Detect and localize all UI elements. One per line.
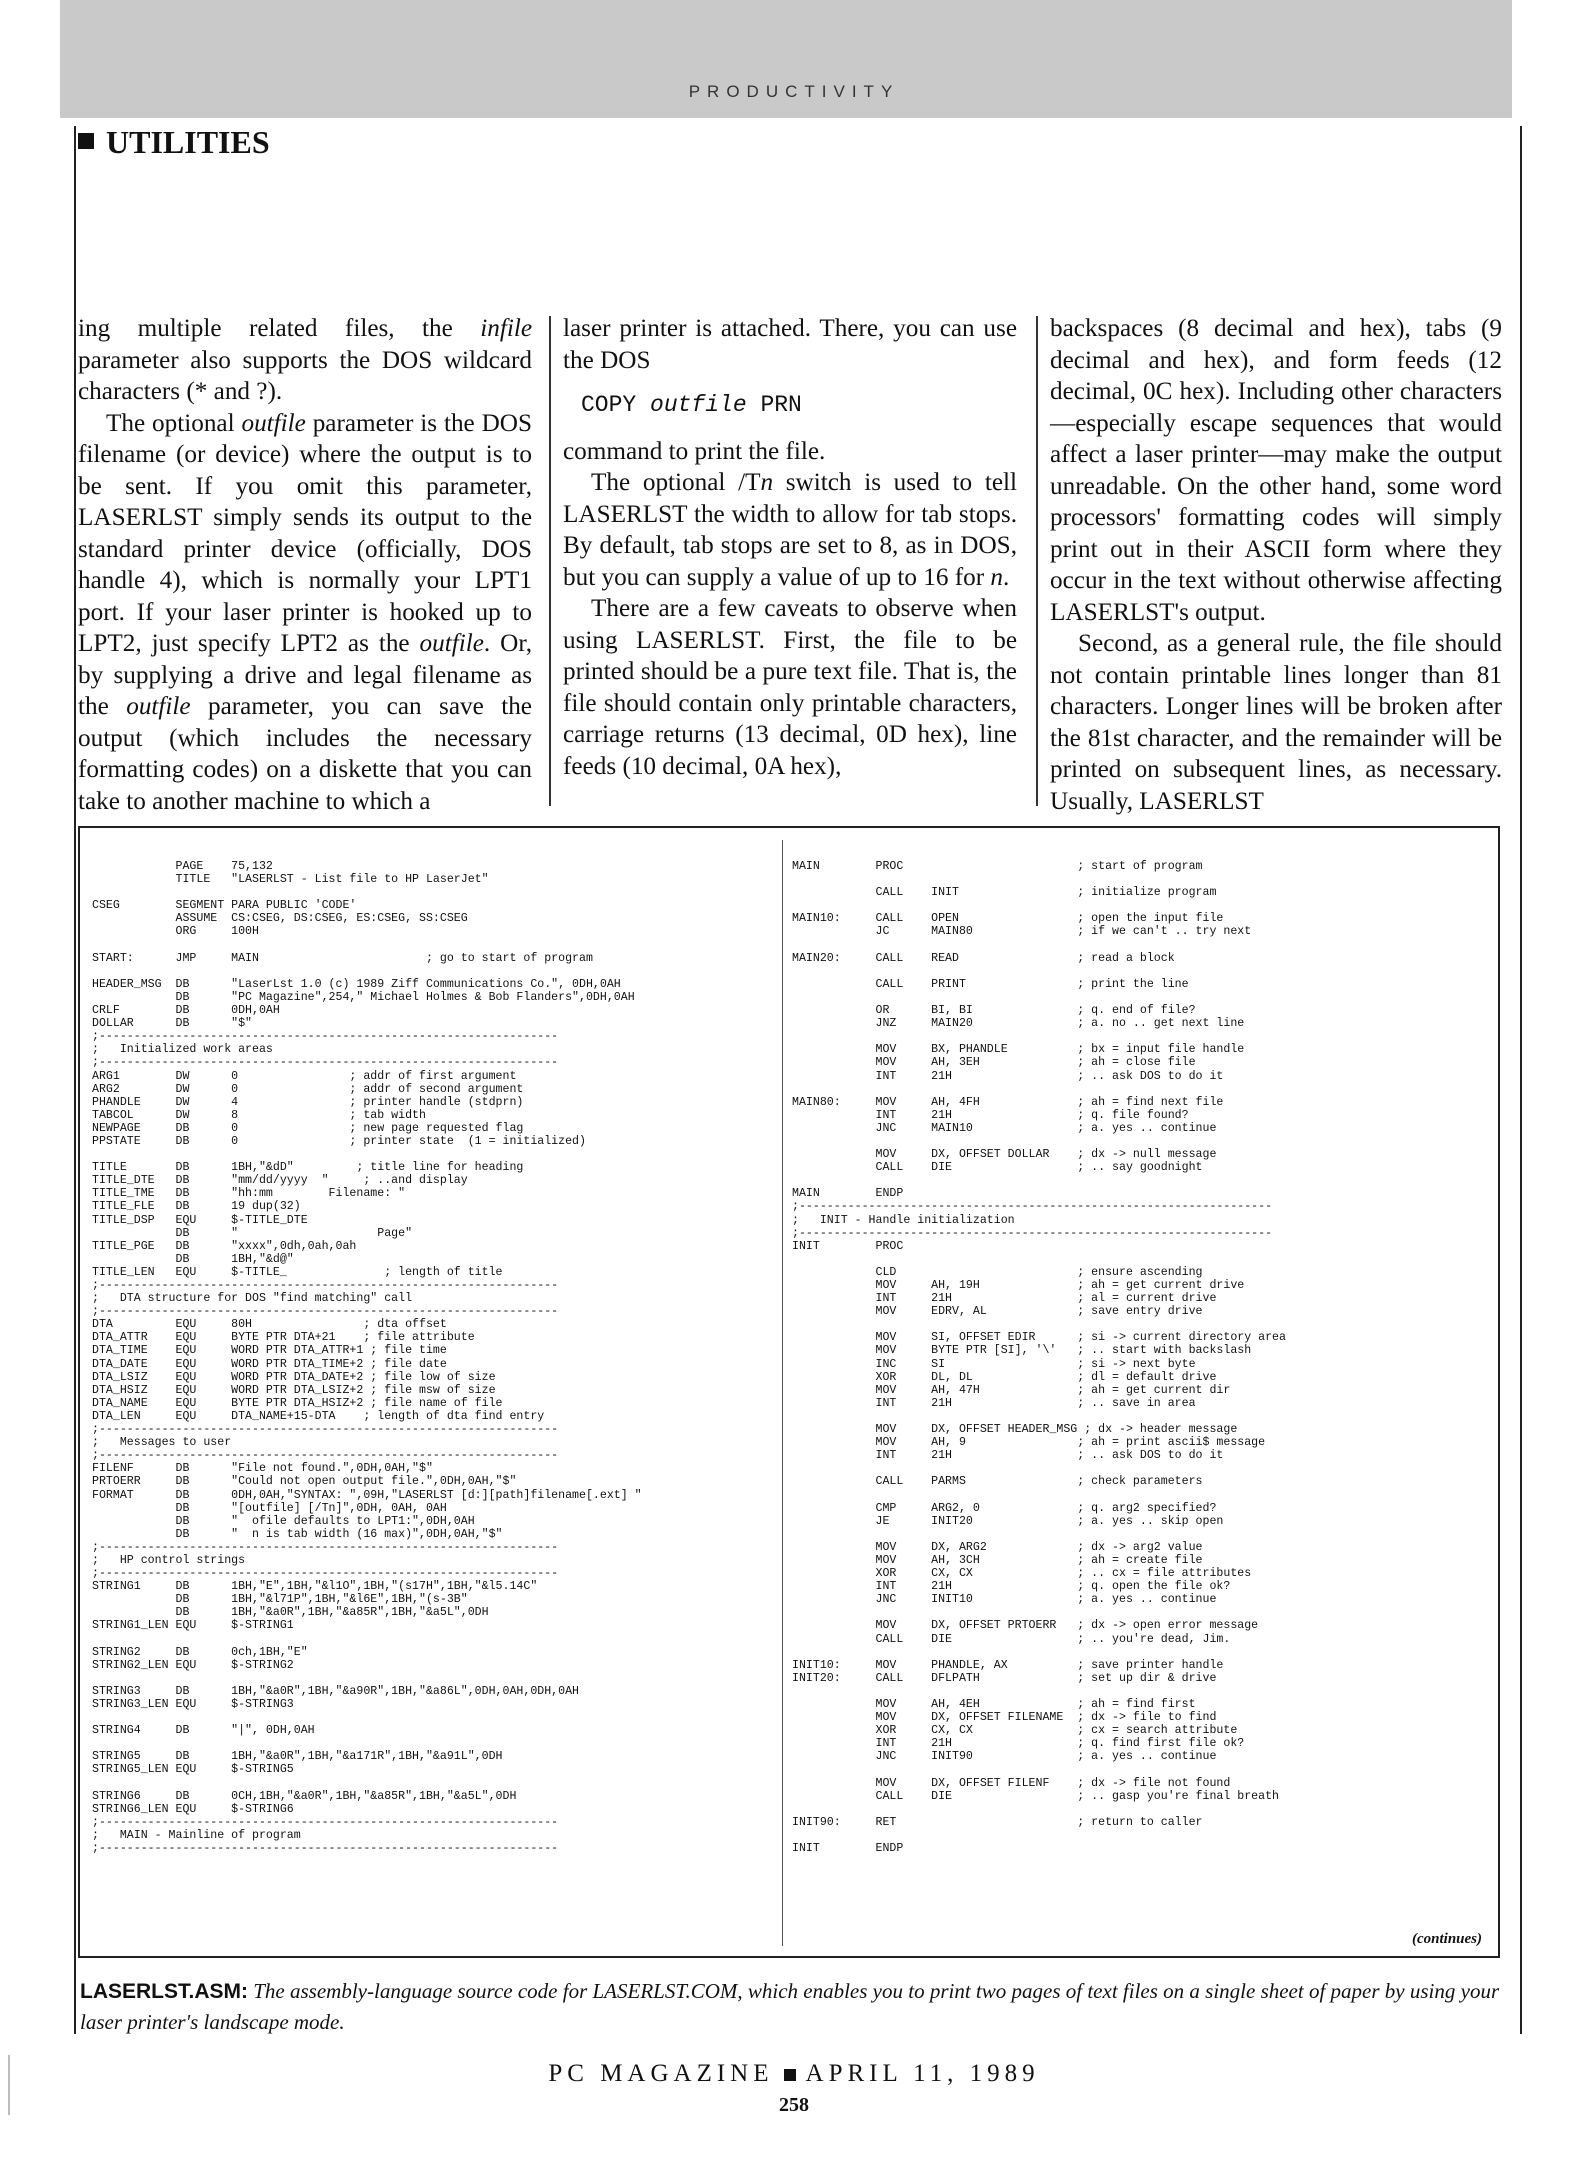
code-line: ; HP control strings — [92, 1553, 246, 1567]
code-line — [792, 965, 1494, 978]
code-line: INIT90: RET ; return to caller — [792, 1815, 1203, 1829]
code-line: TITLE_FLE DB 19 dup(32) — [92, 1200, 301, 1214]
code-line: CALL DIE ; .. say goodnight — [792, 1161, 1203, 1175]
listing-left-column — [92, 860, 780, 1855]
continues-note: (continues) — [1411, 1931, 1482, 1947]
code-line: CALL DIE ; .. gasp you're final breath — [792, 1789, 1280, 1803]
column-divider — [1036, 316, 1038, 806]
footer-square-icon — [784, 2069, 796, 2081]
code-line: PRTOERR DB "Could not open output file.",0DH,0AH,"$" — [92, 1475, 517, 1489]
code-line: MAIN20: CALL READ ; read a block — [792, 951, 1175, 965]
code-line: DTA_ATTR EQU BYTE PTR DTA+21 ; file attribute — [92, 1331, 475, 1345]
department-label: UTILITIES — [106, 124, 270, 160]
code-line — [792, 1685, 1494, 1698]
code-line: TITLE "LASERLST - List file to HP LaserJet" — [92, 873, 489, 887]
code-line: XOR CX, CX ; cx = search attribute — [792, 1724, 1238, 1738]
code-line: CALL PARMS ; check parameters — [792, 1475, 1203, 1489]
code-line: NEWPAGE DB 0 ; new page requested flag — [92, 1121, 524, 1135]
code-line: STRING2 DB 0ch,1BH,"E" — [92, 1645, 308, 1659]
code-line: PAGE 75,132 — [92, 860, 273, 873]
code-line: MOV DX, ARG2 ; dx -> arg2 value — [792, 1540, 1203, 1554]
code-line: STRING1 DB 1BH,"E",1BH,"&l1O",1BH,"(s17H",1BH,"&l5.14C" — [92, 1580, 538, 1594]
code-line: DB 1BH,"&a0R",1BH,"&a85R",1BH,"&a5L",0DH — [92, 1606, 489, 1620]
code-line: INT 21H ; q. find first file ok? — [792, 1737, 1245, 1751]
code-line: TITLE_TME DB "hh:mm Filename: " — [92, 1187, 406, 1201]
code-line — [92, 939, 780, 952]
paragraph: command to print the file. — [563, 437, 826, 465]
code-line: DB " ofile defaults to LPT1:",0DH,0AH — [92, 1514, 475, 1528]
code-line: DTA_LSIZ EQU WORD PTR DTA_DATE+2 ; file low of size — [92, 1370, 496, 1384]
code-line: ;------------------------------------------------------------------ — [92, 1030, 559, 1044]
code-line: MOV BYTE PTR [SI], '\' ; .. start with backslash — [792, 1344, 1252, 1358]
code-line — [792, 1253, 1494, 1266]
magazine-name: PC MAGAZINE — [548, 2060, 774, 2087]
code-line: JNC INIT90 ; a. yes .. continue — [792, 1750, 1217, 1764]
left-rule — [74, 126, 76, 2034]
paragraph: There are a few caveats to observe when using LASERLST. First, the file to be printed should be a pure text file. That is, the file should contain only printable characters, carriage returns (13 decimal, 0D hex), line feeds (10 decimal, 0A hex), — [563, 595, 1017, 780]
body-column-2 — [563, 313, 1017, 782]
code-line: START: JMP MAIN ; go to start of program — [92, 951, 593, 965]
code-line: MOV DX, OFFSET FILENF ; dx -> file not found — [792, 1776, 1231, 1790]
code-line — [92, 965, 780, 978]
code-line: STRING3_LEN EQU $-STRING3 — [92, 1698, 294, 1711]
code-line: DOLLAR DB "$" — [92, 1017, 253, 1031]
page-number: 258 — [779, 2094, 809, 2116]
code-line: JC MAIN80 ; if we can't .. try next — [792, 925, 1252, 939]
code-line: ;------------------------------------------------------------------ — [92, 1540, 559, 1554]
code-line: STRING3 DB 1BH,"&a0R",1BH,"&a90R",1BH,"&a86L",0DH,0AH,0DH,0AH — [92, 1684, 580, 1698]
code-line: MAIN80: MOV AH, 4FH ; ah = find next file — [792, 1095, 1224, 1109]
code-line: CRLF DB 0DH,0AH — [92, 1004, 280, 1018]
code-line — [792, 1803, 1494, 1816]
department-heading — [78, 124, 270, 161]
code-line: TITLE_PGE DB "xxxx",0dh,0ah,0ah — [92, 1239, 357, 1253]
code-line: ; Initialized work areas — [92, 1043, 273, 1057]
code-line: DTA_HSIZ EQU WORD PTR DTA_LSIZ+2 ; file msw of size — [92, 1383, 496, 1397]
code-line — [792, 1030, 1494, 1043]
code-line: PHANDLE DW 4 ; printer handle (stdprn) — [92, 1095, 524, 1109]
body-column-3 — [1050, 313, 1502, 817]
code-line: INT 21H ; .. save in area — [792, 1396, 1196, 1410]
code-line: INC SI ; si -> next byte — [792, 1357, 1196, 1371]
code-line — [92, 1672, 780, 1685]
code-line: DTA_DATE EQU WORD PTR DTA_TIME+2 ; file date — [92, 1357, 447, 1371]
code-line: MOV DX, OFFSET PRTOERR ; dx -> open error message — [792, 1619, 1259, 1633]
code-line: DB 1BH,"&d@" — [92, 1252, 294, 1266]
listing-divider — [782, 840, 783, 1946]
code-line: MOV AH, 3EH ; ah = close file — [792, 1056, 1196, 1070]
code-line — [792, 1829, 1494, 1842]
paragraph: Second, as a general rule, the file should not contain printable lines longer than 81 characters. Longer lines will be broken after the 81st character, and the remainder will be printed on subsequent lines, as necessary. Usually, LASERLST — [1050, 630, 1502, 815]
code-line: MOV AH, 9 ; ah = print ascii$ message — [792, 1436, 1266, 1450]
listing-caption — [80, 1976, 1500, 2038]
paragraph: The optional outfile parameter is the DOS filename (or device) where the output is to be sent. If you omit this parameter, LASERLST simply sends its output to the standard printer device (officially, DOS handle 4), which is normally your LPT1 port. If your laser printer is hooked up to LPT2, just specify LPT2 as the outfile. Or, by supplying a drive and legal filename as the outfile parameter, you can save the output (which includes the necessary formatting codes) on a diskette that you can take to another machine to which a — [78, 409, 533, 815]
code-line: MOV AH, 4EH ; ah = find first — [792, 1698, 1196, 1711]
code-line: ;-------------------------------------------------------------------- — [792, 1226, 1273, 1240]
dos-command: COPY outfile PRN — [581, 392, 802, 418]
code-line: DB "PC Magazine",254," Michael Holmes & Bob Flanders",0DH,0AH — [92, 990, 635, 1004]
code-line: STRING6_LEN EQU $-STRING6 — [92, 1802, 294, 1816]
code-line: STRING6 DB 0CH,1BH,"&a0R",1BH,"&a85R",1BH,"&a5L",0DH — [92, 1789, 517, 1803]
code-line: TITLE_DSP EQU $-TITLE_DTE — [92, 1213, 308, 1227]
code-line: CALL INIT ; initialize program — [792, 886, 1217, 900]
code-line: MOV SI, OFFSET EDIR ; si -> current directory area — [792, 1331, 1286, 1345]
code-line: MOV AH, 19H ; ah = get current drive — [792, 1279, 1245, 1292]
code-line — [792, 1083, 1494, 1096]
code-line: DTA_NAME EQU BYTE PTR DTA_HSIZ+2 ; file name of file — [92, 1396, 503, 1410]
section-label: PRODUCTIVITY — [688, 82, 900, 101]
code-line — [792, 1489, 1494, 1502]
paragraph: ing multiple related files, the infile parameter also supports the DOS wildcard characters (* and ?). — [78, 315, 532, 405]
code-line: ;------------------------------------------------------------------ — [92, 1449, 559, 1463]
code-line: CSEG SEGMENT PARA PUBLIC 'CODE' — [92, 899, 357, 913]
code-line: DB " n is tab width (16 max)",0DH,0AH,"$" — [92, 1527, 503, 1541]
code-line: DB " Page" — [92, 1226, 413, 1240]
code-line — [92, 886, 780, 899]
code-line: ARG1 DW 0 ; addr of first argument — [92, 1069, 517, 1083]
code-line: MOV DX, OFFSET DOLLAR ; dx -> null message — [792, 1148, 1217, 1162]
code-line: XOR DL, DL ; dl = default drive — [792, 1370, 1217, 1384]
code-line — [792, 1528, 1494, 1541]
code-line: TITLE_DTE DB "mm/dd/yyyy " ; ..and display — [92, 1174, 468, 1188]
code-line: DB "[outfile] [/Tn]",0DH, 0AH, 0AH — [92, 1501, 447, 1515]
code-line — [92, 1737, 780, 1750]
code-line: CALL DIE ; .. you're dead, Jim. — [792, 1632, 1231, 1646]
code-line: ; Messages to user — [92, 1436, 232, 1450]
code-line: ;------------------------------------------------------------------ — [92, 1279, 559, 1292]
code-line — [792, 1410, 1494, 1423]
code-line: INT 21H ; q. open the file ok? — [792, 1580, 1231, 1594]
code-line: ; DTA structure for DOS "find matching" call — [92, 1292, 413, 1306]
code-line: ;------------------------------------------------------------------ — [92, 1842, 559, 1856]
code-line: STRING5_LEN EQU $-STRING5 — [92, 1763, 294, 1777]
code-line: ARG2 DW 0 ; addr of second argument — [92, 1082, 524, 1096]
paragraph: The optional /Tn switch is used to tell LASERLST the width to allow for tab stops. By default, tab stops are set to 8, as in DOS, but you can supply a value of up to 16 for n. — [563, 469, 1017, 591]
code-line: ; MAIN - Mainline of program — [92, 1828, 301, 1842]
code-line: STRING1_LEN EQU $-STRING1 — [92, 1619, 294, 1633]
code-line: PPSTATE DB 0 ; printer state (1 = initialized) — [92, 1134, 586, 1148]
code-line: FORMAT DB 0DH,0AH,"SYNTAX: ",09H,"LASERLST [d:][path]filename[.ext] " — [92, 1488, 642, 1502]
code-line: ASSUME CS:CSEG, DS:CSEG, ES:CSEG, SS:CSEG — [92, 912, 468, 926]
code-line: MOV DX, OFFSET HEADER_MSG ; dx -> header message — [792, 1423, 1238, 1437]
caption-text: The assembly-language source code for LASERLST.COM, which enables you to print two pages of text files on a single sheet of paper by using your laser printer's landscape mode. — [80, 1979, 1500, 2034]
code-line — [792, 991, 1494, 1004]
page-footer — [0, 2060, 1588, 2088]
code-line: ; INIT - Handle initialization — [792, 1213, 1015, 1227]
code-line: JNC INIT10 ; a. yes .. continue — [792, 1593, 1217, 1607]
code-line: ;------------------------------------------------------------------ — [92, 1305, 559, 1319]
code-line — [792, 899, 1494, 912]
code-line: ;------------------------------------------------------------------ — [92, 1056, 559, 1070]
code-line: CALL PRINT ; print the line — [792, 977, 1189, 991]
code-line — [792, 939, 1494, 952]
caption-title: LASERLST.ASM: — [80, 1980, 248, 2003]
code-line: INT 21H ; .. ask DOS to do it — [792, 1069, 1224, 1083]
code-line — [92, 1777, 780, 1790]
code-line: FILENF DB "File not found.",0DH,0AH,"$" — [92, 1462, 433, 1476]
code-line: DTA_TIME EQU WORD PTR DTA_ATTR+1 ; file time — [92, 1344, 447, 1358]
code-line: MOV EDRV, AL ; save entry drive — [792, 1305, 1203, 1319]
code-line: JE INIT20 ; a. yes .. skip open — [792, 1514, 1224, 1528]
paragraph: backspaces (8 decimal and hex), tabs (9 decimal and hex), and form feeds (12 decimal, 0C hex). Including other characters—especially escape sequences that would affect a laser printer—may make the output unreadable. On the other hand, some word processors' formatting codes will simply print out in their ASCII form where they occur in the text without otherwise affecting LASERLST's output. — [1050, 315, 1502, 626]
paragraph: laser printer is attached. There, you can use the DOS — [563, 315, 1017, 374]
code-line — [792, 1318, 1494, 1331]
code-line: CLD ; ensure ascending — [792, 1265, 1203, 1279]
issue-date: APRIL 11, 1989 — [805, 2060, 1040, 2087]
code-line: TABCOL DW 8 ; tab width — [92, 1108, 426, 1122]
code-line: ORG 100H — [92, 925, 259, 939]
code-line — [792, 1174, 1494, 1187]
code-line — [792, 1606, 1494, 1619]
code-line: MOV DX, OFFSET FILENAME ; dx -> file to find — [792, 1711, 1217, 1725]
code-line: INIT PROC — [792, 1239, 904, 1253]
code-line — [792, 1135, 1494, 1148]
code-line: INT 21H ; q. file found? — [792, 1108, 1189, 1122]
listing-right-column — [792, 860, 1494, 1855]
code-line — [92, 1633, 780, 1646]
code-line — [792, 873, 1494, 886]
code-line: OR BI, BI ; q. end of file? — [792, 1004, 1196, 1018]
code-line — [792, 1763, 1494, 1776]
code-line: INT 21H ; al = current drive — [792, 1292, 1217, 1306]
code-line: DTA EQU 80H ; dta offset — [92, 1318, 447, 1332]
code-line: CMP ARG2, 0 ; q. arg2 specified? — [792, 1501, 1217, 1515]
code-line — [792, 1646, 1494, 1659]
code-line: MAIN10: CALL OPEN ; open the input file — [792, 912, 1224, 926]
code-line: ;-------------------------------------------------------------------- — [792, 1200, 1273, 1214]
code-line — [92, 1148, 780, 1161]
code-line: DTA_LEN EQU DTA_NAME+15-DTA ; length of dta find entry — [92, 1409, 545, 1423]
code-line: MOV AH, 3CH ; ah = create file — [792, 1553, 1203, 1567]
code-listing — [78, 826, 1500, 1958]
code-line: STRING5 DB 1BH,"&a0R",1BH,"&a171R",1BH,"&a91L",0DH — [92, 1750, 503, 1764]
code-line: INIT ENDP — [792, 1842, 904, 1856]
code-line: STRING4 DB "|", 0DH,0AH — [92, 1724, 315, 1738]
code-line: MAIN PROC ; start of program — [792, 860, 1203, 873]
code-line: INIT10: MOV PHANDLE, AX ; save printer handle — [792, 1658, 1224, 1672]
code-line: INT 21H ; .. ask DOS to do it — [792, 1449, 1224, 1463]
code-line: MAIN ENDP — [792, 1187, 904, 1201]
code-line: TITLE_LEN EQU $-TITLE_ ; length of title — [92, 1265, 503, 1279]
code-line — [792, 1462, 1494, 1475]
code-line: DB 1BH,"&l71P",1BH,"&l6E",1BH,"(s-3B" — [92, 1593, 468, 1607]
code-line: XOR CX, CX ; .. cx = file attributes — [792, 1567, 1252, 1581]
bullet-square-icon — [78, 133, 94, 149]
column-divider — [549, 316, 551, 806]
code-line: JNC MAIN10 ; a. yes .. continue — [792, 1121, 1217, 1135]
code-line: MOV BX, PHANDLE ; bx = input file handle — [792, 1043, 1245, 1057]
body-column-1 — [78, 313, 532, 817]
code-line: ;------------------------------------------------------------------ — [92, 1567, 559, 1581]
code-line: MOV AH, 47H ; ah = get current dir — [792, 1383, 1231, 1397]
code-line: INIT20: CALL DFLPATH ; set up dir & drive — [792, 1671, 1217, 1685]
code-line — [92, 1711, 780, 1724]
code-line: JNZ MAIN20 ; a. no .. get next line — [792, 1017, 1245, 1031]
code-line: STRING2_LEN EQU $-STRING2 — [92, 1658, 294, 1672]
code-line: ;------------------------------------------------------------------ — [92, 1815, 559, 1829]
code-line: TITLE DB 1BH,"&dD" ; title line for heading — [92, 1161, 524, 1175]
code-line: ;------------------------------------------------------------------ — [92, 1423, 559, 1437]
right-rule — [1520, 126, 1522, 2034]
code-line: HEADER_MSG DB "LaserLst 1.0 (c) 1989 Ziff Communications Co.", 0DH,0AH — [92, 977, 621, 991]
